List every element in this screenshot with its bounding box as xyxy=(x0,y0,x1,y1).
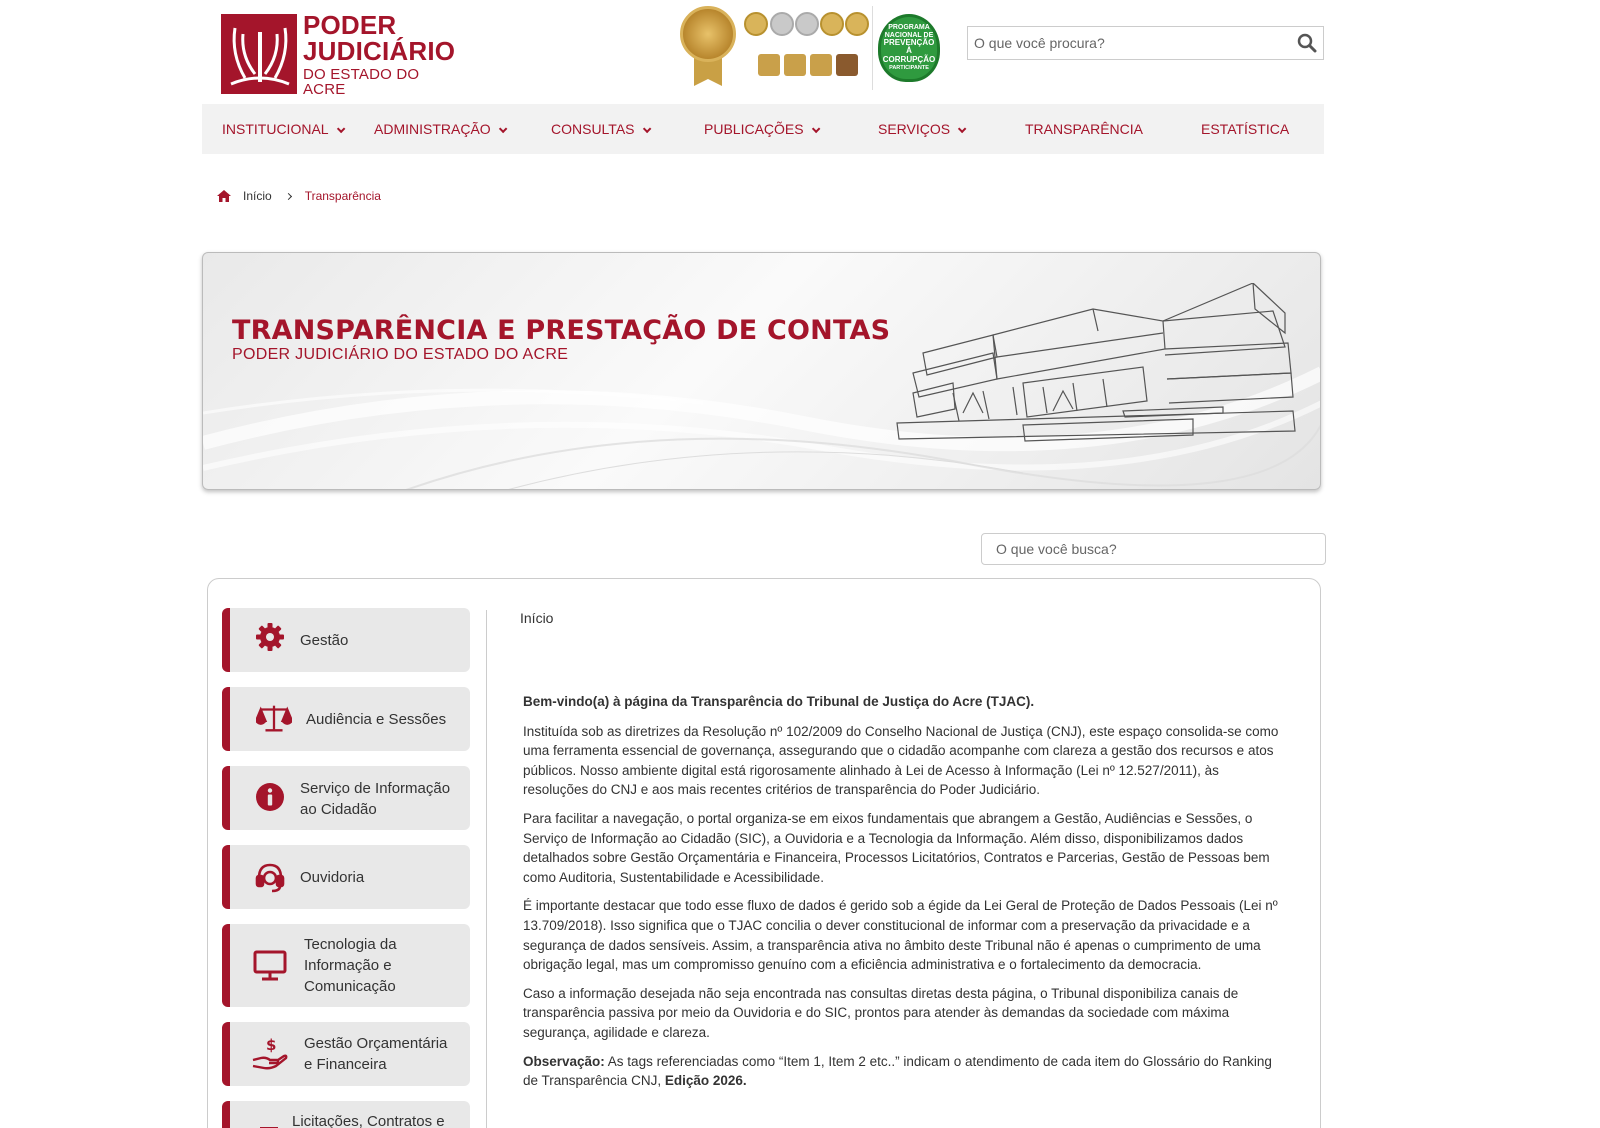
sidebar-item-label: Serviço de Informação ao Cidadão xyxy=(300,780,451,818)
transparency-search-box xyxy=(981,533,1326,565)
award-seal-icon xyxy=(845,12,869,36)
seal-divider xyxy=(872,6,873,90)
main-nav xyxy=(202,104,1324,154)
nav-item-publicacoes[interactable] xyxy=(704,104,817,154)
nav-item-estatistica[interactable] xyxy=(1201,104,1289,154)
sidebar-item-licitacoes[interactable] xyxy=(222,1101,470,1128)
sidebar-item-ouvidoria[interactable] xyxy=(222,845,470,909)
content-divider xyxy=(486,610,487,1128)
content-observation xyxy=(523,1052,1283,1091)
nav-item-transparencia[interactable] xyxy=(1025,104,1143,154)
nav-label: PUBLICAÇÕES xyxy=(704,121,804,137)
sidebar-item-label: Gestão Orçamentária e Financeira xyxy=(304,1035,448,1073)
content-lead: Bem-vindo(a) à página da Transparência do Tribunal de Justiça do Acre (TJAC). xyxy=(523,694,1035,709)
sidebar-item-label: Ouvidoria xyxy=(300,869,365,886)
sidebar-item-gestao[interactable] xyxy=(222,608,470,672)
sidebar-item-tic[interactable] xyxy=(222,924,470,1007)
search-icon[interactable] xyxy=(1297,33,1317,53)
svg-text:$: $ xyxy=(266,1036,277,1054)
seal-green-line1: PROGRAMA xyxy=(888,24,930,32)
justica-badge-icon xyxy=(758,54,780,76)
observation-text: As tags referenciadas como “Item 1, Item 2 etc..” indicam o atendimento de cada item do Glossário do Ranking de Transparência CNJ, xyxy=(523,1053,1272,1089)
award-seal-icon xyxy=(820,12,844,36)
logo-emblem-icon xyxy=(221,14,297,94)
document-icon xyxy=(252,1123,288,1128)
nav-item-administracao[interactable] xyxy=(374,104,504,154)
nav-label: CONSULTAS xyxy=(551,121,635,137)
logo-line2: JUDICIÁRIO xyxy=(302,35,456,66)
info-icon xyxy=(252,782,288,812)
award-seals xyxy=(680,6,950,90)
sidebar-item-label: Licitações, Contratos e xyxy=(292,1113,445,1128)
award-seal-icon xyxy=(744,12,768,36)
sidebar-item-label: Tecnologia da Informação e Comunicação xyxy=(304,936,397,995)
site-header xyxy=(202,0,1324,104)
prevencao-corrupcao-seal-icon xyxy=(878,14,940,82)
nav-label: SERVIÇOS xyxy=(878,121,951,137)
content-paragraph-3: É importante destacar que todo esse fluxo de dados é gerido sob a égide da Lei Geral de Proteção de Dados Pessoais (Lei nº 13.709/2018). Isso significa que o TJAC concilia o dever constitucional de informar com a preservação da privacidade e a segurança de dados sensíveis. Assim, a transparência ativa no âmbito deste Tribunal não é apenas o cumprimento de uma obrigação legal, mas um compromisso genuíno com a eficiência administrativa e o fortalecimento da democracia. xyxy=(523,898,1278,973)
banner-subtitle: PODER JUDICIÁRIO DO ESTADO DO ACRE xyxy=(232,346,569,363)
header-search-box xyxy=(967,26,1324,60)
content-paragraph-1: Instituída sob as diretrizes da Resolução nº 102/2009 do Conselho Nacional de Justiça (CNJ), este espaço consolida-se como uma ferramenta essencial de governança, assegurando que o cidadão acompanhe com clareza a gestão dos recursos e atos públicos. Nosso ambiente digital está rigorosamente alinhado à Lei de Acesso à Informação (Lei nº 12.527/2011), às resoluções do CNJ e aos mais recentes critérios de transparência do Poder Judiciário. xyxy=(523,723,1279,798)
chevron-down-icon xyxy=(336,125,344,133)
breadcrumb-home-link[interactable]: Início xyxy=(243,189,272,203)
gear-icon xyxy=(252,622,288,652)
seal-green-line2: NACIONAL DE xyxy=(884,31,934,39)
observation-label: Observação: xyxy=(523,1053,605,1069)
sidebar-item-audiencia[interactable] xyxy=(222,687,470,751)
home-icon[interactable] xyxy=(217,190,231,202)
transparency-search-input[interactable] xyxy=(982,534,1312,564)
site-logo[interactable] xyxy=(221,9,461,98)
chevron-down-icon xyxy=(958,125,966,133)
justica-badge-icon xyxy=(810,54,832,76)
sidebar-item-label: Audiência e Sessões xyxy=(306,711,447,728)
nav-label: ADMINISTRAÇÃO xyxy=(374,121,491,137)
headset-icon xyxy=(252,861,288,893)
content-body xyxy=(523,692,1283,1100)
money-hand-icon xyxy=(252,1036,288,1070)
award-seal-icon xyxy=(795,12,819,36)
nav-item-consultas[interactable] xyxy=(551,104,648,154)
nav-item-institucional[interactable] xyxy=(222,104,342,154)
chevron-down-icon xyxy=(811,125,819,133)
award-seal-icon xyxy=(770,12,794,36)
breadcrumb-current: Transparência xyxy=(304,189,381,203)
sidebar-item-label: Gestão xyxy=(300,632,349,649)
banner-title: TRANSPARÊNCIA E PRESTAÇÃO DE CONTAS xyxy=(232,315,891,346)
nav-label: TRANSPARÊNCIA xyxy=(1025,121,1143,137)
sidebar-item-sic[interactable] xyxy=(222,766,470,830)
scales-icon xyxy=(256,702,292,734)
logo-text xyxy=(302,9,461,98)
content-paragraph-2: Para facilitar a navegação, o portal organiza-se em eixos fundamentais que abrangem a Gestão, Audiências e Sessões, o Serviço de Informação ao Cidadão (SIC), a Ouvidoria e a Tecnologia da Informação. Além disso, disponibilizamos dados detalhados sobre Gestão Orçamentária e Financeira, Processos Licitatórios, Contratos e Parcerias, Gestão de Pessoas bem como Auditoria, Sustentabilidade e Acessibilidade. xyxy=(523,810,1270,885)
courthouse-building-illustration xyxy=(893,283,1313,453)
nav-label: INSTITUCIONAL xyxy=(222,121,329,137)
breadcrumb xyxy=(217,188,381,204)
seal-green-line5: PARTICIPANTE xyxy=(889,65,929,72)
nav-item-servicos[interactable] xyxy=(878,104,963,154)
observation-edition: Edição 2026. xyxy=(664,1073,747,1089)
chevron-down-icon xyxy=(642,125,650,133)
seal-green-line4: À CORRUPÇÃO xyxy=(882,46,936,64)
justica-badge-icon xyxy=(784,54,806,76)
chevron-right-icon xyxy=(285,192,292,199)
logo-line1: PODER xyxy=(302,9,397,40)
monitor-icon xyxy=(252,950,288,982)
logo-line3: DO ESTADO DO ACRE xyxy=(302,65,420,98)
sidebar-item-orcamentaria[interactable] xyxy=(222,1022,470,1086)
page-banner xyxy=(202,252,1321,490)
seal-green-line3: PREVENÇÃO xyxy=(883,37,935,47)
header-search-input[interactable] xyxy=(968,27,1278,59)
cnj-quality-seal-icon xyxy=(680,6,736,62)
chevron-down-icon xyxy=(499,125,507,133)
content-paragraph-4: Caso a informação desejada não seja encontrada nas consultas diretas desta página, o Tribunal disponibiliza canais de transparência passiva por meio da Ouvidoria e do SIC, prontos para atender às demandas da sociedade com máxima segurança, agilidade e clareza. xyxy=(523,985,1239,1040)
nav-label: ESTATÍSTICA xyxy=(1201,121,1290,137)
justica-badge-icon xyxy=(836,54,858,76)
award-ribbon-icon xyxy=(694,58,722,86)
content-heading: Início xyxy=(520,610,554,626)
